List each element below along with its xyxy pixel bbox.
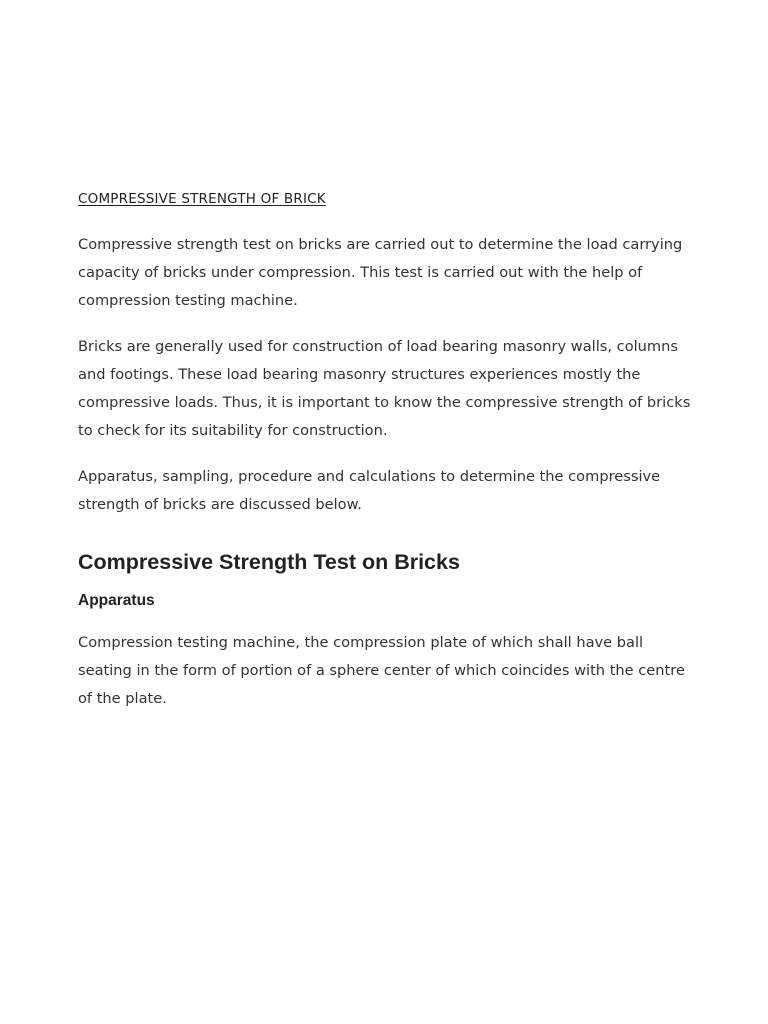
document-body (78, 189, 698, 731)
intro-paragraph-1: Compressive strength test on bricks are carried out to determine the load carrying capacity of bricks under compression. This test is carried out with the help of compression testing machine. (78, 236, 683, 309)
intro-paragraph-3: Apparatus, sampling, procedure and calculations to determine the compressive strength of bricks are discussed below. (78, 468, 661, 513)
subsection-heading-apparatus: Apparatus (78, 592, 155, 609)
intro-paragraph-2: Bricks are generally used for construction of load bearing masonry walls, columns and footings. These load bearing masonry structures experiences mostly the compressive loads. Thus, it is important to know the compressive strength of bricks to check for its suitability for construction. (78, 338, 691, 439)
section-heading: Compressive Strength Test on Bricks (78, 550, 460, 574)
document-title: COMPRESSIVE STRENGTH OF BRICK (78, 191, 326, 207)
apparatus-paragraph: Compression testing machine, the compression plate of which shall have ball seating in the form of portion of a sphere center of which coincides with the centre of the plate. (78, 634, 685, 707)
